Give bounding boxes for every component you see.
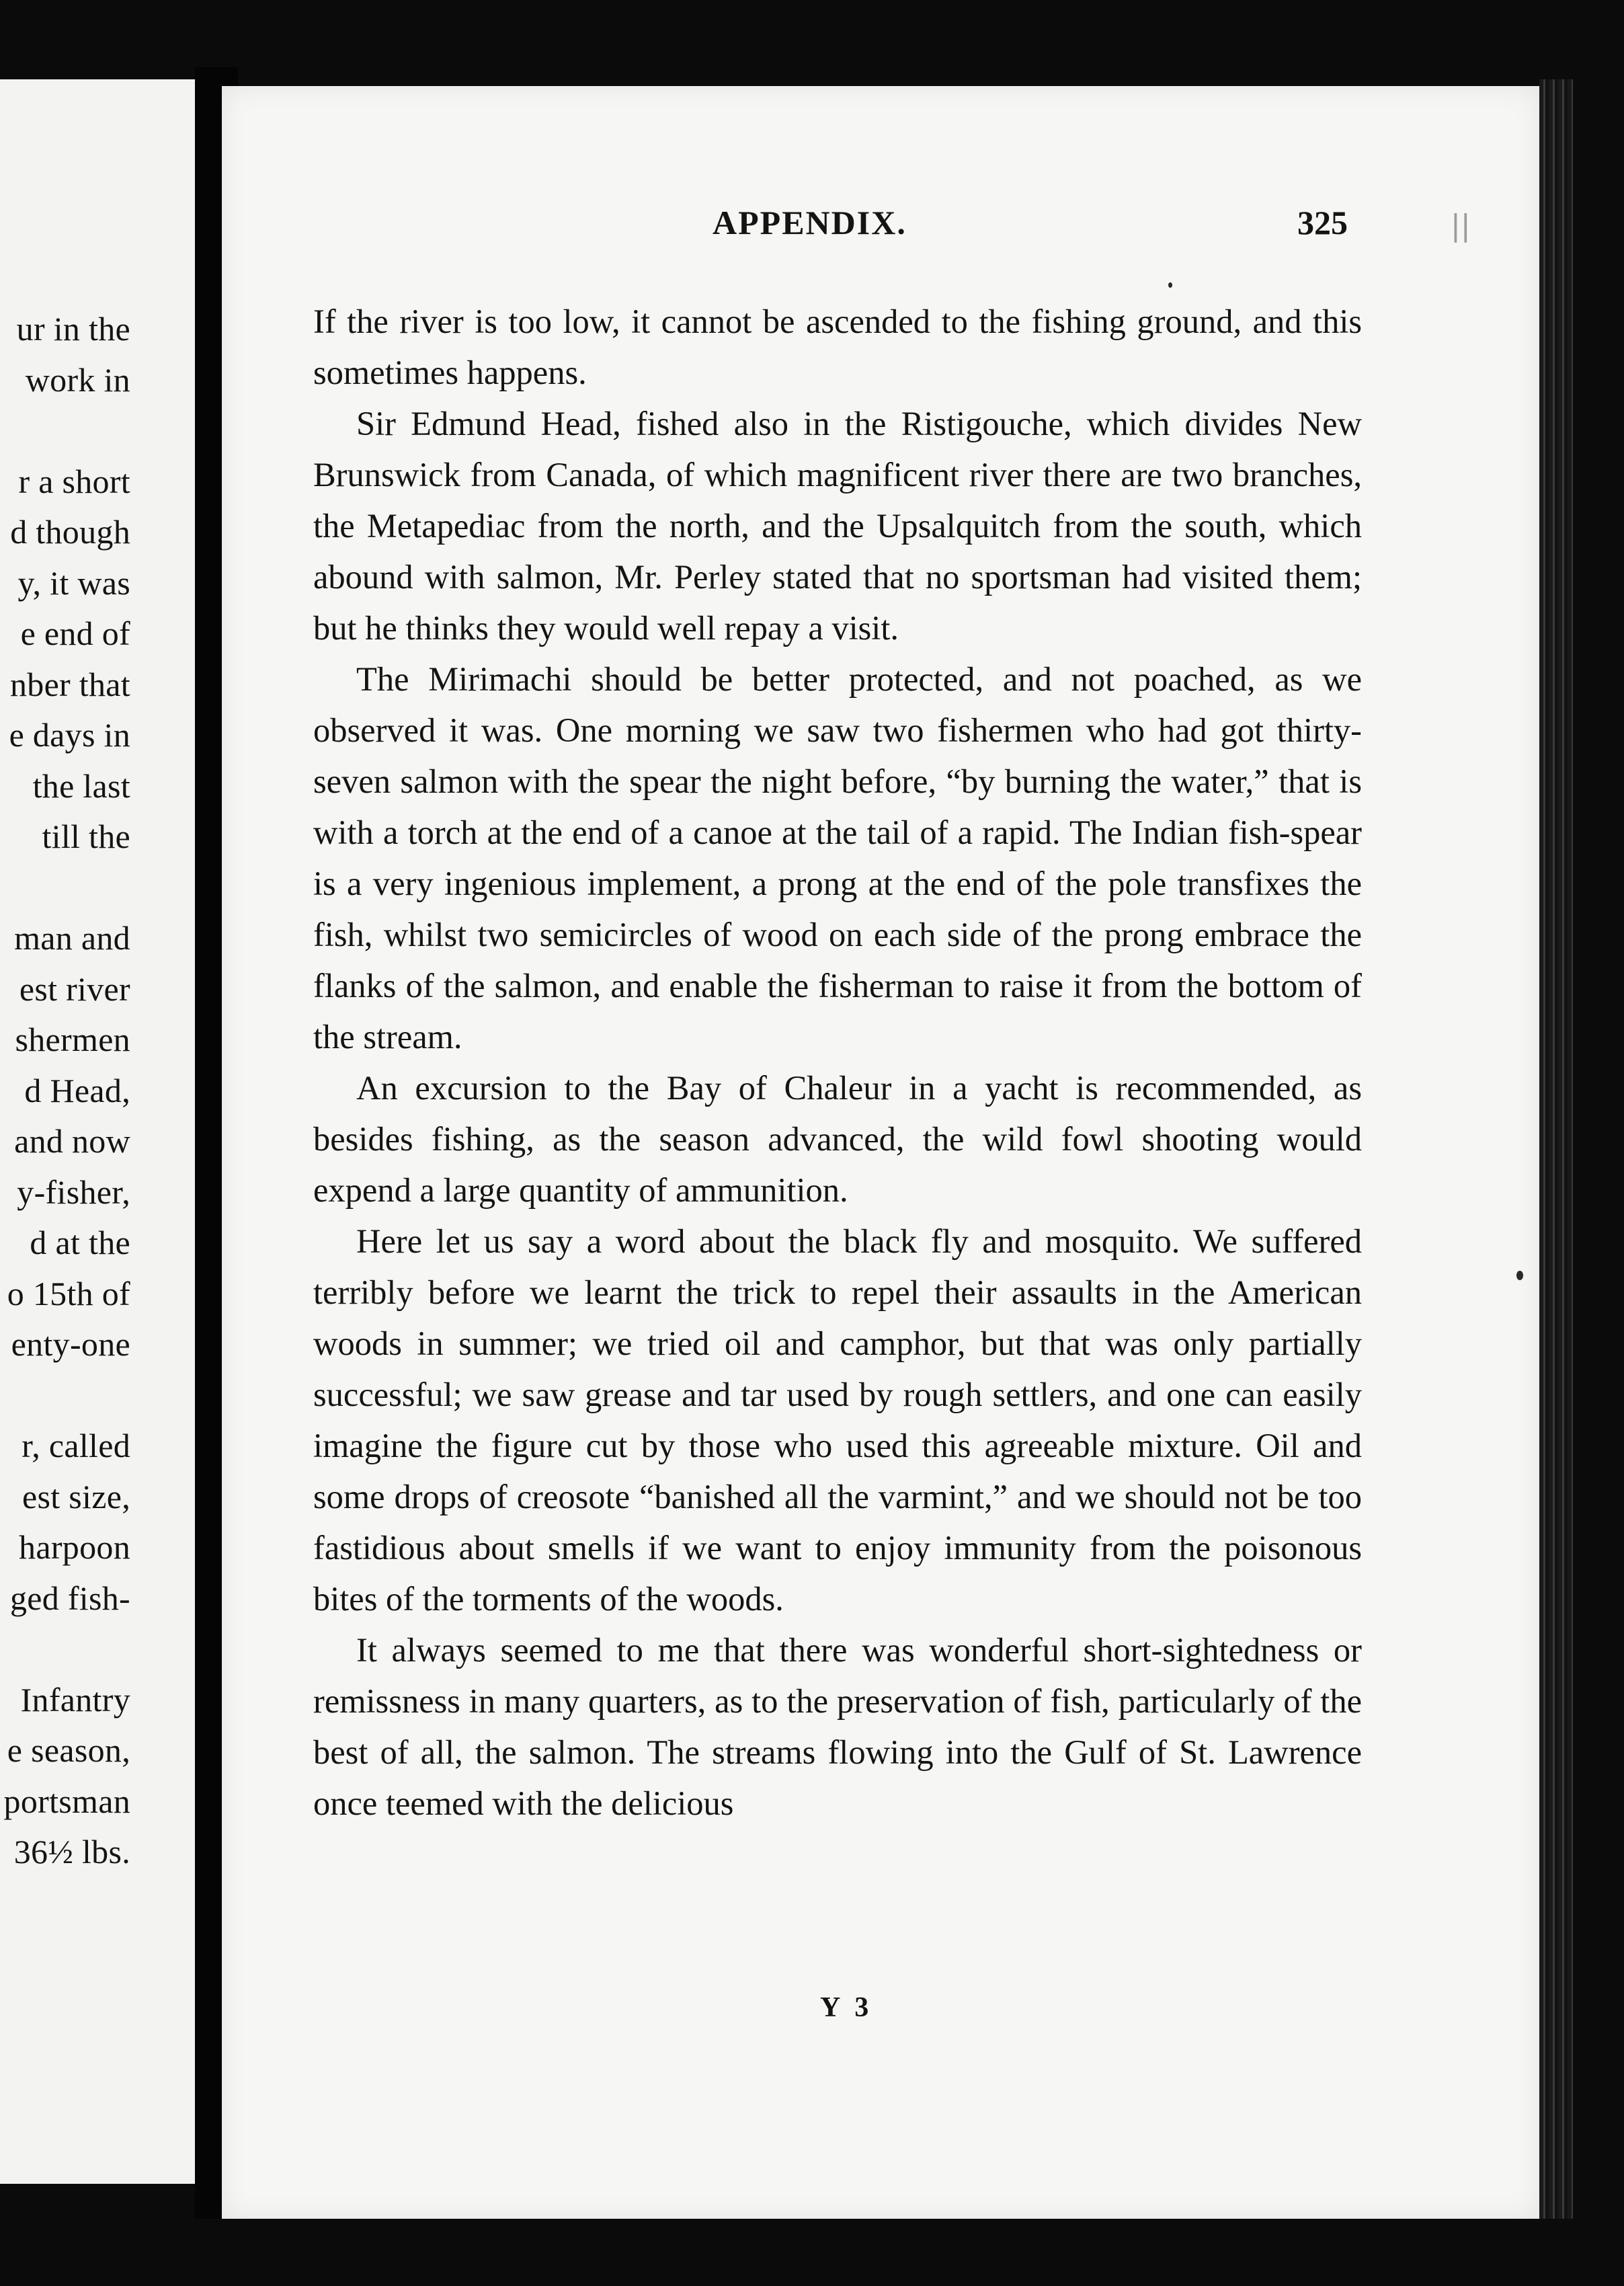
- facing-page-line: y, it was: [17, 563, 130, 602]
- facing-page-line: e season,: [7, 1731, 130, 1769]
- facing-page-line: portsman: [3, 1782, 130, 1820]
- facing-page-line: est size,: [22, 1477, 130, 1515]
- signature-mark: Y 3: [820, 1992, 873, 2023]
- paragraph: Here let us say a word about the black fly and mosquito. We suffered terribly before we learnt the trick to repel their assaults in the American woods in summer; we tried oil and camphor, but that was only partially successful; we saw grease and tar used by rough settlers, and one can easily imagine the figure cut by those who used this agreeable mixture. Oil and some drops of creosote “banished all the varmint,” and we should not be too fastidious about smells if we want to enjoy immunity from the poisonous bites of the torments of the woods.: [313, 1222, 1362, 1618]
- margin-mark: ||: [1451, 208, 1471, 243]
- page-number: 325: [1297, 204, 1348, 241]
- facing-page-line: 36½ lbs.: [13, 1833, 130, 1870]
- facing-page-line: d though: [10, 513, 130, 551]
- paragraph: If the river is too low, it cannot be ascended to the fishing ground, and this sometimes happens.: [313, 303, 1362, 391]
- ink-speck: [1168, 282, 1172, 288]
- facing-page-line: enty-one: [11, 1325, 130, 1363]
- facing-page-line: y-fisher,: [17, 1173, 130, 1211]
- facing-page-line: e days in: [9, 716, 130, 754]
- paragraph: It always seemed to me that there was wonderful short-sightedness or remissness in many quarters, as to the preservation of fish, particularly of the best of all, the salmon. The streams flowing into the Gulf of St. Lawrence once teemed with the delicious: [313, 1631, 1362, 1822]
- facing-page-line: till the: [42, 818, 130, 855]
- facing-page-line: ged fish-: [9, 1579, 130, 1617]
- facing-page-line: o 15th of: [7, 1274, 130, 1312]
- facing-page-line: shermen: [15, 1021, 130, 1058]
- ink-speck: [1516, 1271, 1523, 1280]
- paragraph: The Mirimachi should be better protected, and not poached, as we observed it was. One morning we saw two fishermen who had got thirty-seven salmon with the spear the night before, “by burning the water,” that is with a torch at the end of a canoe at the tail of a rapid. The Indian fish-spear is a very ingenious implement, a prong at the end of the pole transfixes the fish, whilst two semicircles of wood on each side of the prong embrace the flanks of the salmon, and enable the fisherman to raise it from the bottom of the stream.: [313, 660, 1362, 1056]
- running-head-title: APPENDIX.: [713, 204, 907, 241]
- running-head: [0, 203, 1624, 257]
- paragraph: An excursion to the Bay of Chaleur in a yacht is recommended, as besides fishing, as the season advanced, the wild fowl shooting would expend a large quantity of ammunition.: [313, 1069, 1362, 1209]
- facing-page-line: r a short: [18, 462, 130, 500]
- facing-page-line: man and: [14, 919, 130, 957]
- page-stack-edge: [1539, 79, 1573, 2219]
- facing-page-line: est river: [19, 970, 130, 1008]
- paragraph: Sir Edmund Head, fished also in the Ristigouche, which divides New Brunswick from Canada, of which magnificent river there are two branches, the Metapediac from the north, and the Upsalquitch from the south, which abound with salmon, Mr. Perley stated that no sportsman had visited them; but he thinks they would well repay a visit.: [313, 405, 1362, 647]
- facing-page-line: r, called: [22, 1427, 130, 1464]
- facing-page-line: harpoon: [19, 1528, 130, 1566]
- facing-page-line: work in: [25, 360, 130, 399]
- facing-page-edge: [0, 79, 195, 2184]
- facing-page-line: d at the: [30, 1224, 130, 1261]
- facing-page-line: e end of: [20, 615, 130, 652]
- facing-page-line: d Head,: [24, 1071, 130, 1109]
- page-body: [313, 296, 1362, 1829]
- facing-page-line: and now: [14, 1122, 130, 1160]
- facing-page-line: nber that: [9, 665, 130, 703]
- facing-page-line: ur in the: [16, 310, 130, 348]
- facing-page-line: Infantry: [20, 1680, 130, 1719]
- facing-page-line: the last: [32, 766, 130, 805]
